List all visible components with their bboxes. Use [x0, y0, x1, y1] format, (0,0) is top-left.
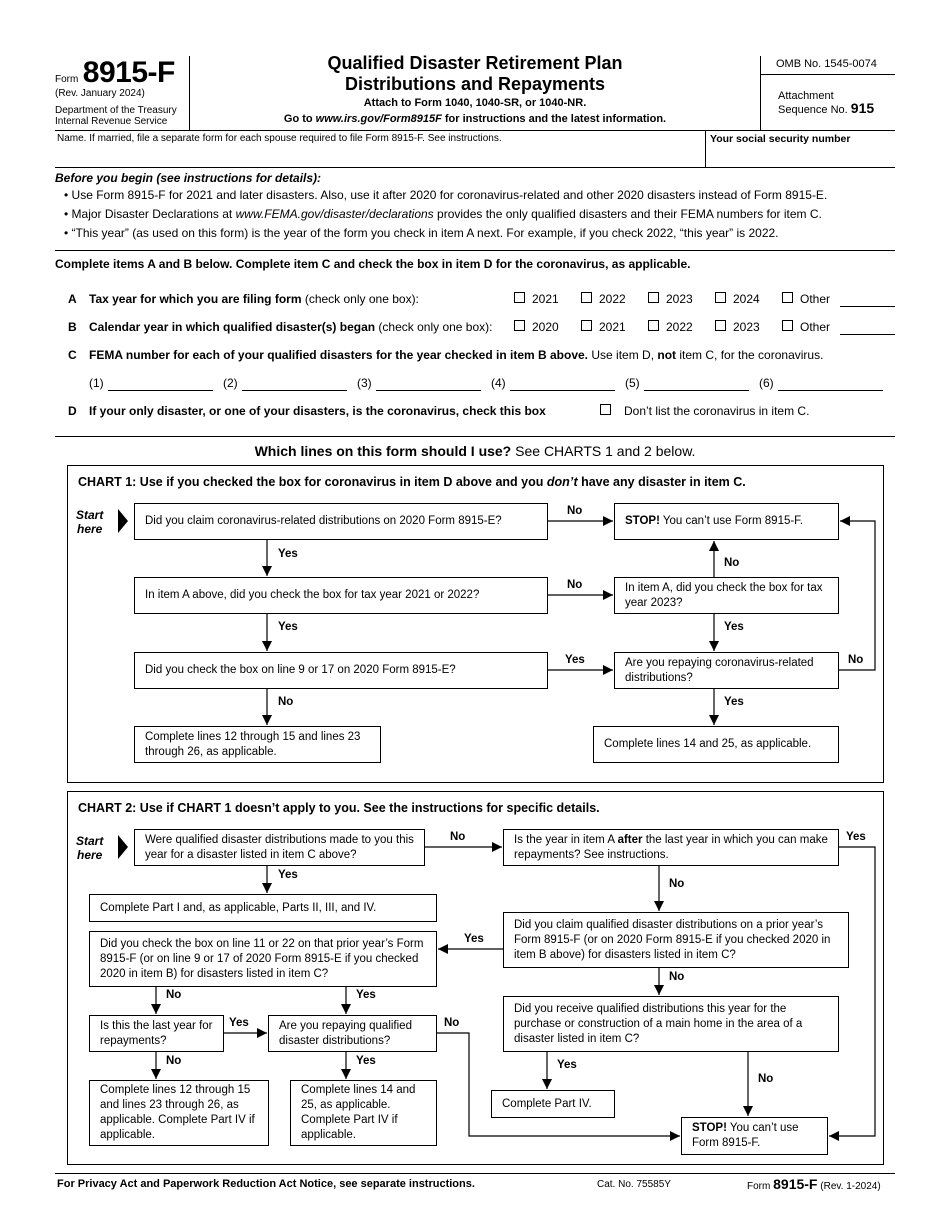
chart1-label-yes: Yes — [278, 548, 298, 560]
chart2-q1-box: Were qualified disaster distributions made to you this year for a disaster listed in item C above? — [134, 829, 425, 866]
irs-link[interactable]: www.irs.gov/Form8915F — [315, 113, 442, 125]
item-a-option-label: 2024 — [733, 292, 760, 306]
chart2-label-yes: Yes — [464, 933, 484, 945]
chart-2-title: CHART 2: Use if CHART 1 doesn’t apply to you. See the instructions for specific details. — [78, 801, 600, 815]
form-number: 8915-F — [82, 56, 175, 89]
chart1-label-yes: Yes — [724, 696, 744, 708]
form-label: Form — [55, 74, 79, 85]
omb-number: OMB No. 1545-0074 — [776, 58, 877, 70]
item-d-label: If your only disaster, or one of your disasters, is the coronavirus, check this box — [89, 404, 546, 418]
before-begin-heading: Before you begin (see instructions for details): — [55, 171, 322, 185]
chart2-label-yes: Yes — [356, 989, 376, 1001]
item-b-option-label: 2021 — [599, 320, 626, 334]
footer-form-id: Form 8915-F (Rev. 1-2024) — [747, 1176, 881, 1192]
chart-1-start-here: Start here — [76, 508, 104, 536]
chart2-label-no: No — [166, 1055, 182, 1067]
before-begin-bullet-2: • Major Disaster Declarations at www.FEMA.gov/disaster/declarations provides the only qualified disasters and their FEMA numbers for item C. — [64, 207, 822, 221]
chart1-start-pointer-icon — [118, 509, 128, 533]
item-b-option-label: 2020 — [532, 320, 559, 334]
before-begin-bullet-1: • Use Form 8915-F for 2021 and later disasters. Also, use it after 2020 for coronavirus-related and other 2020 disasters instead of Form 8915-E. — [64, 188, 828, 202]
chart1-label-yes: Yes — [565, 654, 585, 666]
fema-field-label: (3) — [357, 376, 372, 390]
chart1-q5-box: Are you repaying coronavirus-related distributions? — [614, 652, 839, 689]
item-a-label: Tax year for which you are filing form (check only one box): — [89, 292, 419, 306]
chart1-stop-box: STOP! You can’t use Form 8915-F. — [614, 503, 839, 540]
chart1-q2-box: In item A above, did you check the box for tax year 2021 or 2022? — [134, 577, 548, 614]
department: Department of the Treasury — [55, 105, 177, 116]
chart2-q3-box: Did you check the box on line 11 or 22 on that prior year’s Form 8915-F (or on line 9 or 17 of 2020 Form 8915-E if you checked 2020 in item B) for disasters listed in item C? — [89, 931, 437, 987]
chart1-label-yes: Yes — [278, 621, 298, 633]
item-b-option-label: 2022 — [666, 320, 693, 334]
chart2-label-no: No — [444, 1017, 460, 1029]
fema-field-label: (4) — [491, 376, 506, 390]
item-a-option-label: 2023 — [666, 292, 693, 306]
agency: Internal Revenue Service — [55, 116, 168, 127]
item-b-label: Calendar year in which qualified disaster(s) began (check only one box): — [89, 320, 493, 334]
which-lines-heading: Which lines on this form should I use? See CHARTS 1 and 2 below. — [254, 443, 696, 459]
item-c-letter: C — [68, 348, 77, 362]
item-b-letter: B — [68, 320, 77, 334]
footer-rule — [55, 1173, 895, 1174]
chart-1-title: CHART 1: Use if you checked the box for coronavirus in item D above and you don’t have any disaster in item C. — [78, 475, 746, 489]
catalog-number: Cat. No. 75585Y — [597, 1179, 671, 1190]
chart-2-start-here: Start here — [76, 834, 104, 862]
goto-note: Go to www.irs.gov/Form8915F for instructions and the latest information. — [283, 113, 667, 125]
chart2-label-yes: Yes — [229, 1017, 249, 1029]
chart1-label-no: No — [567, 505, 583, 517]
chart2-label-yes: Yes — [557, 1059, 577, 1071]
chart2-label-yes: Yes — [846, 831, 866, 843]
chart2-stop-box: STOP! You can’t use Form 8915-F. — [681, 1117, 828, 1155]
chart1-q3-box: In item A, did you check the box for tax year 2023? — [614, 577, 839, 614]
before-begin-bullet-3: • “This year” (as used on this form) is the year of the form you check in item A next. For example, if you check 2022, “this year” is 2022. — [64, 226, 779, 240]
chart1-label-no: No — [278, 696, 294, 708]
privacy-notice: For Privacy Act and Paperwork Reduction Act Notice, see separate instructions. — [57, 1178, 475, 1190]
chart2-result-lines-14-25-box: Complete lines 14 and 25, as applicable. Complete Part IV if applicable. — [290, 1080, 437, 1146]
item-b-option-label: Other — [800, 320, 831, 334]
chart2-label-no: No — [669, 971, 685, 983]
chart2-q6-box: Are you repaying qualified disaster distributions? — [268, 1015, 437, 1052]
chart2-label-no: No — [758, 1073, 774, 1085]
chart2-q7-box: Did you receive qualified distributions this year for the purchase or construction of a main home in the area of a disaster listed in item C? — [503, 996, 839, 1052]
chart1-result-lines-14-25-box: Complete lines 14 and 25, as applicable. — [593, 726, 839, 763]
chart2-start-pointer-icon — [118, 835, 128, 859]
chart2-q5-box: Is this the last year for repayments? — [89, 1015, 224, 1052]
chart1-label-no: No — [724, 557, 740, 569]
attach-note: Attach to Form 1040, 1040-SR, or 1040-NR. — [363, 97, 587, 109]
fema-field-label: (5) — [625, 376, 640, 390]
fema-field-label: (6) — [759, 376, 774, 390]
chart2-q2-box: Is the year in item A after the last year in which you can make repayments? See instructions. — [503, 829, 839, 866]
fema-link[interactable]: www.FEMA.gov/disaster/declarations — [235, 207, 434, 221]
attachment-label: Attachment — [778, 90, 834, 102]
item-d-note: Don’t list the coronavirus in item C. — [624, 404, 810, 418]
name-field-label: Name. If married, file a separate form for each spouse required to file Form 8915-F. See instructions. — [57, 133, 502, 144]
chart2-label-no: No — [450, 831, 466, 843]
chart2-label-no: No — [166, 989, 182, 1001]
item-a-letter: A — [68, 292, 77, 306]
item-c-label: FEMA number for each of your qualified disasters for the year checked in item B above. Use item D, not item C, for the coronavirus. — [89, 348, 824, 362]
form-revision: (Rev. January 2024) — [55, 88, 145, 99]
chart1-result-lines-12-15-box: Complete lines 12 through 15 and lines 23 through 26, as applicable. — [134, 726, 381, 763]
chart1-q1-box: Did you claim coronavirus-related distributions on 2020 Form 8915-E? — [134, 503, 548, 540]
chart2-complete-part-1-box: Complete Part I and, as applicable, Parts II, III, and IV. — [89, 894, 437, 922]
items-intro: Complete items A and B below. Complete item C and check the box in item D for the coronavirus, as applicable. — [55, 257, 691, 271]
chart1-label-no: No — [567, 579, 583, 591]
item-a-option-label: 2021 — [532, 292, 559, 306]
ssn-field-label: Your social security number — [710, 133, 851, 145]
fema-field-label: (1) — [89, 376, 104, 390]
chart2-q4-box: Did you claim qualified disaster distributions on a prior year’s Form 8915-F (or on 2020 Form 8915-E if you checked 2020 in item B above) for disasters listed in item C? — [503, 912, 849, 968]
item-d-letter: D — [68, 404, 77, 418]
chart2-label-yes: Yes — [278, 869, 298, 881]
fema-field-label: (2) — [223, 376, 238, 390]
chart2-label-yes: Yes — [356, 1055, 376, 1067]
form-title: Qualified Disaster Retirement Plan Distributions and Repayments — [327, 53, 623, 94]
chart2-result-lines-12-15-box: Complete lines 12 through 15 and lines 23 through 26, as applicable. Complete Part IV if applicable. — [89, 1080, 269, 1146]
sequence-number: Sequence No. 915 — [778, 100, 875, 116]
item-b-option-label: 2023 — [733, 320, 760, 334]
chart1-q4-box: Did you check the box on line 9 or 17 on 2020 Form 8915-E? — [134, 652, 548, 689]
chart2-label-no: No — [669, 878, 685, 890]
chart1-label-yes: Yes — [724, 621, 744, 633]
chart1-label-no: No — [848, 654, 864, 666]
item-a-option-label: Other — [800, 292, 831, 306]
chart2-complete-part-4-box: Complete Part IV. — [491, 1090, 615, 1118]
item-a-option-label: 2022 — [599, 292, 626, 306]
